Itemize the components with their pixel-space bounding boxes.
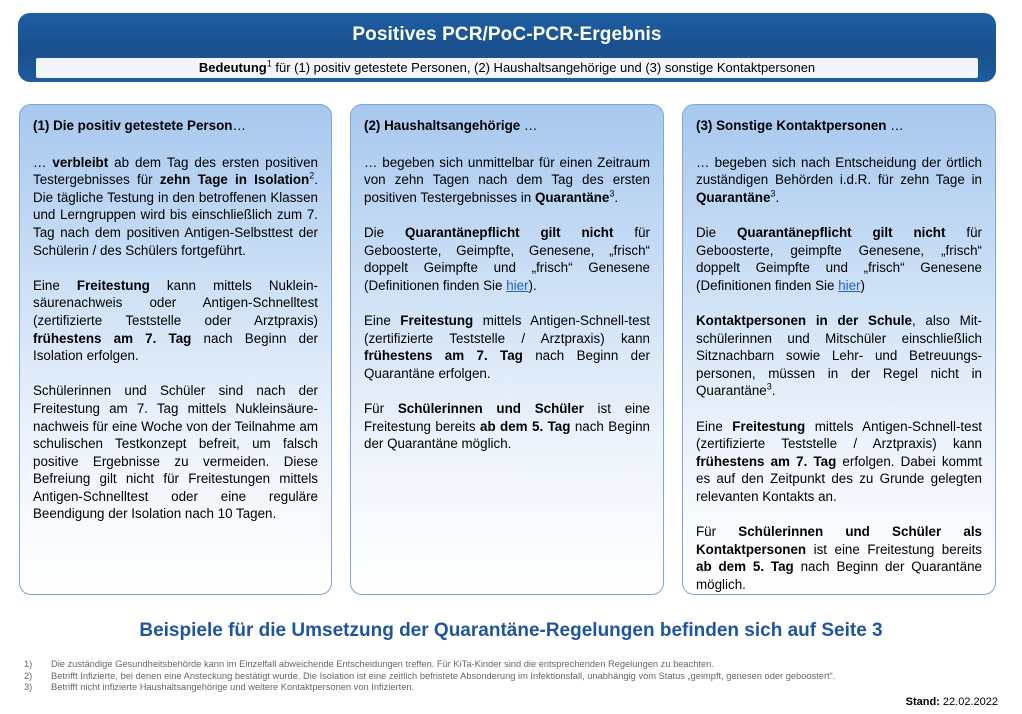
column-heading: (1) Die positiv getestete Person… [33, 118, 246, 133]
subtitle-text: für (1) positiv getestete Personen, (2) Haushaltsangehörige und (3) sonstige Kontaktpersonen [271, 60, 816, 75]
footnote: 1) Die zuständige Gesundheitsbehörde kann im Einzelfall abweichende Entscheidungen treffen. Für KiTa-Kinder sind die entsprechenden Regelungen zu beachten. [24, 659, 714, 669]
paragraph: Die Quarantänepflicht gilt nicht für Geboosterte, geimpfte Genesene, „frisch“ doppelt Geimpfte und „frisch“ Genesene (Definitionen finden Sie hier) [696, 224, 982, 293]
paragraph: Schülerinnen und Schüler sind nach der Freitestung am 7. Tag mittels Nukleinsäure-nachweis für eine Woche von der Teilnahme am schulischen Testkonzept befreit, um falsch positive Ergebnisse zu vermeiden. Diese Befreiung gilt nicht für Freitestungen mittels Antigen-Schnelltest oder eine reguläre Beendigung der Isolation nach 10 Tagen. [33, 383, 318, 522]
paragraph: Die Quarantänepflicht gilt nicht für Geboosterte, Geimpfte, Genesene, „frisch“ doppelt Geimpfte und „frisch“ Genesene (Definitionen finden Sie hier). [364, 224, 650, 293]
definitions-link[interactable]: hier [838, 277, 861, 293]
footnote: 3) Betrifft nicht infizierte Haushaltsangehörige und weitere Kontaktpersonen von Infizierten. [24, 682, 415, 692]
header-banner [18, 13, 996, 82]
page-subtitle [36, 58, 978, 78]
paragraph: Für Schülerinnen und Schüler ist eine Freitestung bereits ab dem 5. Tag nach Beginn der Quarantäne möglich. [364, 400, 651, 452]
footnotes [24, 659, 835, 694]
page-title: Positives PCR/PoC-PCR-Ergebnis [352, 24, 662, 45]
paragraph: … begeben sich nach Entscheidung der örtlich zuständigen Behörden i.d.R. für zehn Tage in Quarantäne$^3$. [696, 154, 982, 205]
paragraph: Kontaktpersonen in der Schule, also Mit-schülerinnen und Mitschüler einschließlich Sitznachbarn sowie Lehr- und Betreuungs-personen, müssen in der Regel nicht in Quarantäne$^3$. [696, 312, 982, 399]
paragraph: … begeben sich unmittelbar für einen Zeitraum von zehn Tagen nach dem Tag des ersten positiven Testergebnisses in Quarantäne$^3$. [364, 154, 650, 205]
subtitle-bold: Bedeutung [198, 60, 267, 75]
examples-reference: Beispiele für die Umsetzung der Quarantäne-Regelungen befinden sich auf Seite 3 [139, 620, 883, 641]
paragraph: Für Schülerinnen und Schüler als Kontaktpersonen ist eine Freitestung bereits ab dem 5. Tag nach Beginn der Quarantäne möglich. [696, 524, 982, 592]
column-heading: (3) Sonstige Kontaktpersonen … [696, 118, 904, 133]
paragraph: Eine Freitestung kann mittels Nuklein-säurenachweis oder Antigen-Schnelltest (zertifizierte Teststelle oder Arztpraxis) frühestens am 7. Tag nach Beginn der Isolation erfolgen. [33, 277, 319, 364]
column-positive-person [19, 104, 332, 595]
column-other-contacts [682, 104, 996, 595]
stand-date: Stand: 22.02.2022 [905, 696, 998, 708]
column-heading: (2) Haushaltsangehörige … [364, 118, 538, 133]
paragraph: Eine Freitestung mittels Antigen-Schnell-test (zertifizierte Teststelle / Arztpraxis) kann frühestens am 7. Tag erfolgen. Dabei kommt es auf den Zeitpunkt des zu Grunde gelegten relevanten Kontakts an. [696, 418, 983, 504]
column-household-members [350, 104, 664, 595]
footnote: 2) Betrifft Infizierte, bei denen eine Ansteckung bestätigt wurde. Die Isolation ist eine zeitlich befristete Absonderung im Infektionsfall, unabhängig vom Status „geimpft, genesen oder geboostert“. [24, 670, 836, 681]
definitions-link[interactable]: hier [506, 277, 529, 293]
paragraph: … verbleibt ab dem Tag des ersten positiven Testergebnisses für zehn Tage in Isolation$^2$. Die tägliche Testung in den betroffenen Klassen und Lerngruppen wird bis einschließlich zum 7. Tag nach dem positiven Antigen-Selbsttest der Schülerin / des Schülers fortgeführt. [33, 154, 318, 258]
paragraph: Eine Freitestung mittels Antigen-Schnell-test (zertifizierte Teststelle / Arztpraxis) kann frühestens am 7. Tag nach Beginn der Quarantäne erfolgen. [364, 312, 651, 381]
subtitle-footnote-ref: 1 [266, 58, 272, 69]
